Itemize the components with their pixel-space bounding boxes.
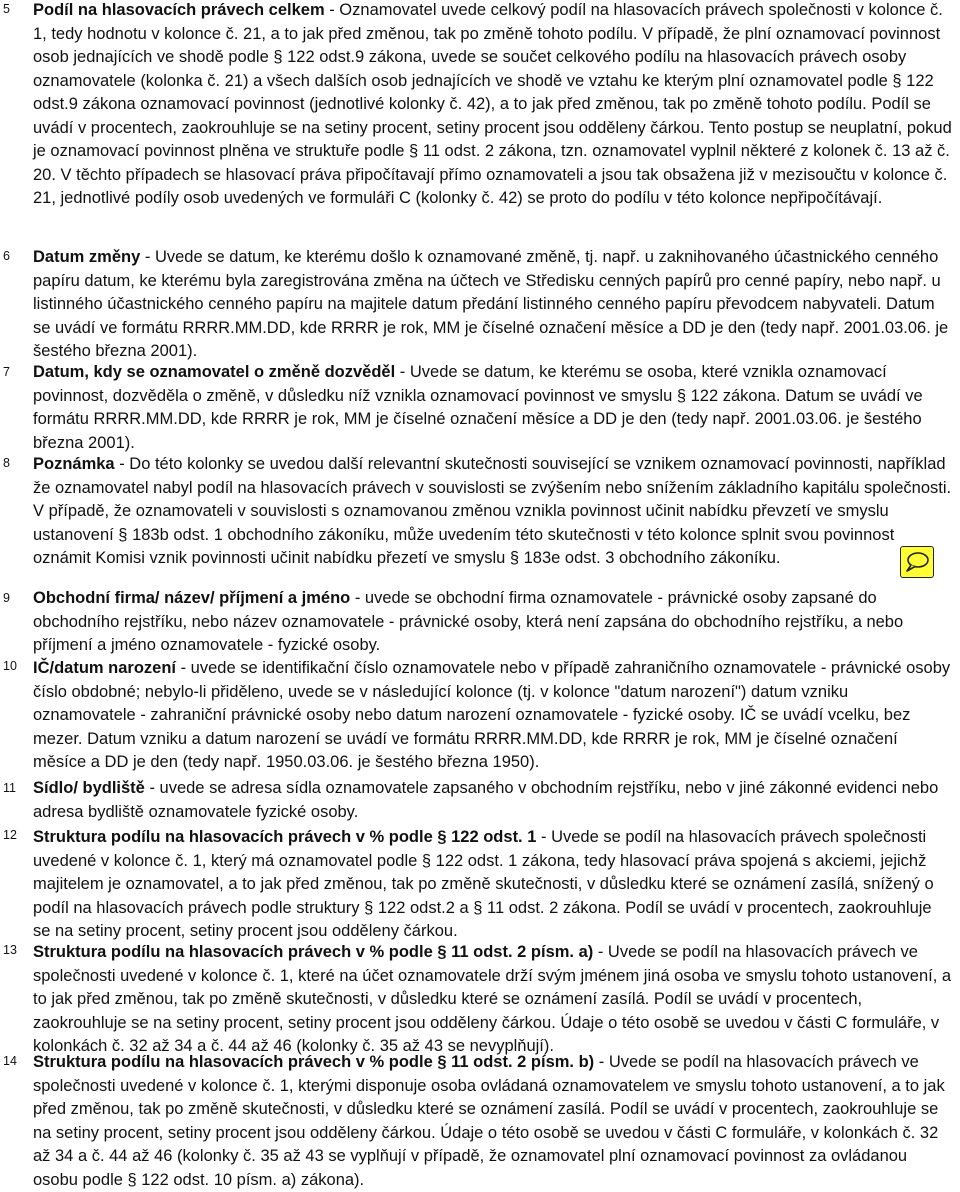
note-body: - Uvede se datum, ke kterému se osoba, které vznikla oznamovací povinnost, dozvěděla o změně, v důsledku níž vznikla oznamovací povinnost ve smyslu § 122 zákona. Datum se uvádí ve formátu RRRR.MM.DD, kde RRRR je rok, MM je číselné označení měsíce a DD je den (tedy např. 2001.03.06. je šestého března 2001).: [33, 363, 923, 452]
note-text: [33, 453, 953, 571]
note-text: [33, 246, 953, 364]
note-body: - Uvede se podíl na hlasovacích právech ve společnosti uvedené v kolonce č. 1, kterými disponuje osoba ovládaná oznamovatelem ve smyslu tohoto ustanovení, a to jak před změnou, tak po změně skutečnosti, v důsledku které se oznámení zasílá. Podíl se uvádí v procentech, zaokrouhluje se na setiny procent, setiny procent jsou odděleny čárkou. Údaje o této osobě se uvedou v části C formuláře, v kolonkách č. 32 až 34 a č. 44 až 46 (kolonky č. 35 až 43 se vyplňují v případě, že oznamovatel plní oznamovací povinnost za ovládanou osobu podle § 122 odst. 10 písm. a) zákona).: [33, 1053, 945, 1189]
note-body: - Uvede se podíl na hlasovacích právech ve společnosti uvedené v kolonce č. 1, které na účet oznamovatele drží svým jménem jiná osoba ve smyslu tohoto ustanovení, a to jak před změnou, tak po změně skutečnosti, v důsledku které se oznámení zasílá. Podíl se uvádí v procentech, zaokrouhluje se na setiny procent, setiny procent jsou odděleny čárkou. Údaje o této osobě se uvedou v části C formuláře, v kolonkách č. 32 až 34 a č. 44 až 46 (kolonky č. 35 až 43 se nevyplňují).: [33, 943, 952, 1055]
note-text: [33, 826, 953, 944]
note-title: Struktura podílu na hlasovacích právech v % podle § 122 odst. 1: [33, 828, 537, 846]
note-text: [33, 777, 953, 824]
note-title: Datum, kdy se oznamovatel o změně dozvěděl: [33, 363, 396, 381]
note-title: Poznámka: [33, 455, 115, 473]
note-number: 10: [3, 659, 17, 673]
note-title: Obchodní firma/ název/ příjmení a jméno: [33, 589, 351, 607]
note-body: - Uvede se datum, ke kterému došlo k oznamované změně, tj. např. u zaknihovaného účastnického cenného papíru datum, ke kterému byla zaregistrována změna na účtech ve Středisku cenných papírů pro cenné papíry, nebo např. u listinného účastnického cenného papíru na majitele datum předání listinného cenného papíru převodcem nabyvateli. Datum se uvádí ve formátu RRRR.MM.DD, kde RRRR je rok, MM je číselné označení měsíce a DD je den (tedy např. 2001.03.06. je šestého března 2001).: [33, 248, 949, 360]
note-number: 6: [3, 249, 10, 263]
note-number: 11: [3, 781, 16, 795]
note-text: [33, 941, 953, 1059]
note-title: Datum změny: [33, 248, 141, 266]
speech-bubble-icon: [904, 550, 930, 574]
note-number: 5: [3, 2, 10, 16]
note-number: 7: [3, 365, 10, 379]
note-text: [33, 657, 953, 775]
note-body: - Uvede se podíl na hlasovacích právech společnosti uvedené v kolonce č. 1, který má oznamovatel podle § 122 odst. 1 zákona, tedy hlasovací práva spojená s akciemi, jejichž majitelem je oznamovatel, a to jak před změnou, tak po změně skutečnosti, v důsledku které se oznámení zasílá, snížený o podíl na hlasovacích právech podle struktury § 122 odst.2 a § 11 odst. 2 zákona. Podíl se uvádí v procentech, zaokrouhluje se na setiny procent, setiny procent jsou odděleny čárkou.: [33, 828, 934, 940]
note-body: - Oznamovatel uvede celkový podíl na hlasovacích právech společnosti v kolonce č. 1, tedy hodnotu v kolonce č. 21, a to jak před změnou, tak po změně tohoto podílu. V případě, že plní oznamovací povinnost osob jednajících ve shodě podle § 122 odst.9 zákona, uvede se součet celkového podílu na hlasovacích právech osoby oznamovatele (kolonka č. 21) a všech dalších osob jednajících ve shodě ve vztahu ke kterým plní oznamovatel podle § 122 odst.9 zákona oznamovací povinnost (jednotlivé kolonky č. 42), a to jak před změnou, tak po změně tohoto podílu. Podíl se uvádí v procentech, zaokrouhluje se na setiny procent, setiny procent jsou odděleny čárkou. Tento postup se neuplatní, pokud je oznamovací povinnost plněna ve struktuře podle § 11 odst. 2 zákona, tzn. oznamovatel vyplnil některé z kolonek č. 13 až č. 20. V těchto případech se hlasovací práva připočítavají přímo oznamovateli a jsou tak obsažena již v mezisoučtu v kolonce č. 21, jednotlivé podíly osob uvedených ve formuláři C (kolonky č. 42) se proto do podílu v této kolonce nepřipočítávají.: [33, 1, 952, 207]
note-body: - Do této kolonky se uvedou další relevantní skutečnosti související se vznikem oznamovací povinnosti, například že oznamovatel nabyl podíl na hlasovacích právech v souvislosti se zvýšením nebo snížením základního kapitálu společnosti.: [33, 455, 952, 497]
note-body: - uvede se identifikační číslo oznamovatele nebo v případě zahraničního oznamovatele - právnické osoby číslo obdobné; nebylo-li přiděleno, uvede se v následující kolonce (tj. v kolonce "datum narození") datum vzniku oznamovatele - zahraniční právnické osoby nebo datum narození oznamovatele - fyzické osoby. IČ se uvádí vcelku, bez mezer. Datum vzniku a datum narození se uvádí ve formátu RRRR.MM.DD, kde RRRR je rok, MM je číselné označení měsíce a DD je den (tedy např. 1950.03.06. je šestého března 1950).: [33, 659, 951, 771]
note-title: Sídlo/ bydliště: [33, 779, 145, 797]
note-title: Struktura podílu na hlasovacích právech v % podle § 11 odst. 2 písm. a): [33, 943, 594, 961]
note-title: Struktura podílu na hlasovacích právech v % podle § 11 odst. 2 písm. b): [33, 1053, 595, 1071]
note-text: [33, 361, 953, 455]
note-body: - uvede se adresa sídla oznamovatele zapsaného v obchodním rejstříku, nebo v jiné zákonné evidenci nebo adresa bydliště oznamovatele fyzické osoby.: [33, 779, 939, 821]
note-number: 8: [3, 456, 10, 470]
note-title: IČ/datum narození: [33, 659, 177, 677]
note-number: 9: [3, 591, 10, 605]
note-text: [33, 587, 953, 658]
note-text: [33, 0, 953, 211]
note-number: 14: [3, 1054, 17, 1068]
note-number: 12: [3, 828, 17, 842]
note-number: 13: [3, 943, 17, 957]
note-title: Podíl na hlasovacích právech celkem: [33, 1, 325, 19]
note-body-continued: V případě, že oznamovateli v souvislosti s oznamovanou změnou vznikla povinnost učinit nabídku převzetí ve smyslu ustanovení § 183b odst. 1 obchodního zákoníku, může uvedením této skutečnosti v této kolonce splnit svou povinnost oznámit Komisi vznik povinnosti učinit nabídku přezetí ve smyslu § 183e odst. 3 obchodního zákoníku.: [33, 502, 895, 567]
note-text: [33, 1051, 953, 1192]
comment-icon[interactable]: [900, 546, 934, 578]
note-body: - uvede se obchodní firma oznamovatele - právnické osoby zapsané do obchodního rejstříku, nebo název oznamovatele - právnické osoby, která není zapsána do obchodního rejstříku, a nebo příjmení a jméno oznamovatele - fyzické osoby.: [33, 589, 904, 654]
